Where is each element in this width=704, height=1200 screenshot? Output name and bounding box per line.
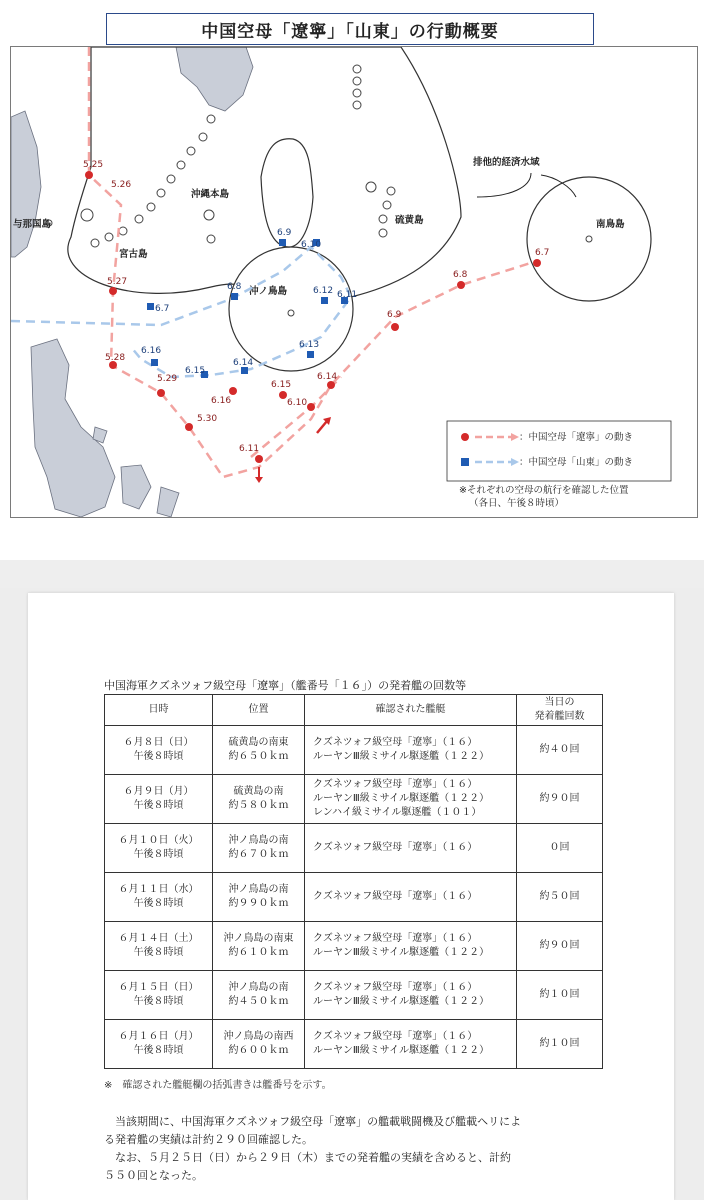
map-frame: [10, 46, 698, 518]
sortie-table: [104, 694, 603, 1069]
liaoning-date-5: 5.29: [157, 374, 178, 384]
para-2b: ５５０回となった。: [104, 1169, 203, 1182]
map-canvas: [11, 47, 697, 517]
cell-ship-name: クズネツォフ級空母「遼寧」（１６）: [313, 842, 478, 853]
header-position: 位置: [213, 695, 305, 726]
table-row: [105, 726, 603, 775]
document-page: [28, 593, 674, 1200]
map-title: 中国空母「遼寧」「山東」の行動概要: [106, 13, 594, 45]
legend-note-1: ※それぞれの空母の航行を確認した位置: [459, 485, 629, 496]
cell-position: [213, 726, 305, 775]
shandong-date-2: 6.8: [227, 282, 242, 292]
cell-ship-name: ルーヤンⅢ級ミサイル駆逐艦（１２２）: [313, 793, 490, 804]
cell-position: [213, 1020, 305, 1069]
cell-date: ６月１６日（月）: [118, 1031, 199, 1042]
header-ships: 確認された艦艇: [305, 695, 517, 726]
cell-ships: [305, 873, 517, 922]
cell-position-distance: 約９９０ｋｍ: [228, 898, 289, 909]
liaoning-date-13: 6.8: [453, 270, 468, 280]
cell-ship-name: ルーヤンⅢ級ミサイル駆逐艦（１２２）: [313, 996, 490, 1007]
table-row: [105, 873, 603, 922]
table-row: [105, 824, 603, 873]
cell-ship-name: クズネツォフ級空母「遼寧」（１６）: [313, 891, 478, 902]
cell-position-distance: 約６１０ｋｍ: [228, 947, 289, 958]
minamitori-eez: [527, 177, 651, 301]
separator-band: [0, 560, 704, 588]
liaoning-date-12: 6.9: [387, 310, 402, 320]
cell-position-place: 沖ノ鳥島の南東: [223, 933, 294, 944]
cell-position-distance: 約４５０ｋｍ: [228, 996, 289, 1007]
cell-ship-name: クズネツォフ級空母「遼寧」（１６）: [313, 933, 478, 944]
legend-liaoning: ：中国空母「遼寧」の動き: [519, 432, 634, 443]
cell-position-place: 硫黄島の南: [233, 786, 284, 797]
cell-datetime: [105, 922, 213, 971]
cell-position-place: 沖ノ鳥島の南: [228, 982, 289, 993]
cell-ships: [305, 971, 517, 1020]
cell-time: 午後８時頃: [133, 800, 184, 811]
table-caption: 中国海軍クズネツォフ級空母「遼寧」（艦番号「１６」）の発着艦の回数等: [104, 679, 467, 692]
label-yonaguni: 与那国島: [13, 219, 52, 230]
cell-ship-name: ルーヤンⅢ級ミサイル駆逐艦（１２２）: [313, 751, 490, 762]
table-row: [105, 922, 603, 971]
cell-position-distance: 約６００ｋｍ: [228, 1045, 289, 1056]
para-2a: なお、５月２５日（日）から２９日（木）までの発着艦の実績を含めると、計約: [115, 1151, 511, 1164]
cell-ship-name: クズネツォフ級空母「遼寧」（１６）: [313, 779, 478, 790]
cell-time: 午後８時頃: [133, 947, 184, 958]
cell-position-place: 沖ノ鳥島の南: [228, 884, 289, 895]
cell-time: 午後８時頃: [133, 996, 184, 1007]
cell-time: 午後８時頃: [133, 849, 184, 860]
cell-datetime: [105, 726, 213, 775]
summary-paragraph: [104, 1113, 624, 1185]
cell-count: 約１０回: [517, 971, 603, 1020]
cell-date: ６月１５日（日）: [118, 982, 199, 993]
cell-count: 約９０回: [517, 775, 603, 824]
cell-count: 約４０回: [517, 726, 603, 775]
cell-time: 午後８時頃: [133, 751, 184, 762]
liaoning-date-1: 5.25: [83, 160, 104, 170]
cell-position: [213, 873, 305, 922]
label-miyako: 宮古島: [119, 249, 148, 260]
cell-count: 約５０回: [517, 873, 603, 922]
cell-time: 午後８時頃: [133, 1045, 184, 1056]
header-count-line-2: 発着艦回数: [534, 711, 585, 722]
table-row: [105, 775, 603, 824]
cell-ships: [305, 1020, 517, 1069]
cell-time: 午後８時頃: [133, 898, 184, 909]
legend-note-2: （各日、午後８時頃）: [469, 498, 565, 509]
cell-ships: [305, 726, 517, 775]
liaoning-date-3: 5.27: [107, 277, 128, 287]
cell-date: ６月９日（月）: [123, 786, 194, 797]
table-body: [105, 726, 603, 1069]
cell-position-distance: 約５８０ｋｍ: [228, 800, 289, 811]
summary-para-2: [104, 1149, 624, 1167]
shandong-date-7: 6.13: [299, 340, 320, 350]
cell-position: [213, 971, 305, 1020]
cell-datetime: [105, 1020, 213, 1069]
cell-position: [213, 775, 305, 824]
liaoning-date-11: 6.14: [317, 372, 338, 382]
label-minamitori: 南鳥島: [596, 219, 625, 230]
cell-ships: [305, 775, 517, 824]
cell-ship-name: クズネツォフ級空母「遼寧」（１６）: [313, 982, 478, 993]
header-datetime: 日時: [105, 695, 213, 726]
liaoning-date-9: 6.15: [271, 380, 292, 390]
cell-date: ６月８日（日）: [123, 737, 194, 748]
liaoning-date-4: 5.28: [105, 353, 126, 363]
liaoning-arrow-up: [317, 421, 327, 433]
cell-ship-name: ルーヤンⅢ級ミサイル駆逐艦（１２２）: [313, 1045, 490, 1056]
cell-datetime: [105, 775, 213, 824]
taiwan-landmass: [11, 111, 41, 257]
cell-count: 約９０回: [517, 922, 603, 971]
map-figure: [0, 0, 704, 560]
header-count: [517, 695, 603, 726]
cell-date: ６月１４日（土）: [118, 933, 199, 944]
cell-position: [213, 824, 305, 873]
shandong-date-8: 6.14: [233, 358, 254, 368]
cell-ships: [305, 824, 517, 873]
shandong-date-3: 6.9: [277, 228, 292, 238]
cell-datetime: [105, 971, 213, 1020]
table-note: ※ 確認された艦艇欄の括弧書きは艦番号を示す。: [104, 1080, 332, 1091]
cell-ship-name: クズネツォフ級空母「遼寧」（１６）: [313, 737, 478, 748]
cell-date: ６月１１日（水）: [118, 884, 199, 895]
luzon-landmass: [31, 339, 115, 517]
cell-count: ０回: [517, 824, 603, 873]
liaoning-date-8: 6.10: [287, 398, 308, 408]
table-header-row: [105, 695, 603, 726]
header-count-line-1: 当日の: [544, 697, 575, 708]
legend-shandong: ：中国空母「山東」の動き: [519, 457, 634, 468]
shandong-date-1: 6.7: [155, 304, 170, 314]
cell-position-place: 沖ノ鳥島の南: [228, 835, 289, 846]
shandong-date-4: 6.10: [301, 240, 322, 250]
cell-position-place: 硫黄島の南東: [228, 737, 289, 748]
kyushu-landmass: [176, 47, 253, 111]
liaoning-date-10: 6.16: [211, 396, 232, 406]
cell-ships: [305, 922, 517, 971]
shandong-date-10: 6.16: [141, 346, 162, 356]
cell-ship-name: ルーヤンⅢ級ミサイル駆逐艦（１２２）: [313, 947, 490, 958]
cell-datetime: [105, 873, 213, 922]
cell-position-distance: 約６７０ｋｍ: [228, 849, 289, 860]
liaoning-date-7: 6.11: [239, 444, 260, 454]
table-row: [105, 971, 603, 1020]
label-okinawa: 沖縄本島: [191, 189, 230, 200]
label-iwo: 硫黄島: [395, 215, 424, 226]
cell-datetime: [105, 824, 213, 873]
liaoning-date-2: 5.26: [111, 180, 132, 190]
label-okinotori: 沖ノ鳥島: [249, 286, 288, 297]
cell-ship-name: レンハイ級ミサイル駆逐艦（１０１）: [313, 807, 482, 818]
cell-count: 約１０回: [517, 1020, 603, 1069]
liaoning-date-14: 6.7: [535, 248, 550, 258]
cell-position: [213, 922, 305, 971]
shandong-date-6: 6.12: [313, 286, 334, 296]
para-1b: る発着艦の実績は計約２９０回確認した。: [104, 1133, 313, 1146]
liaoning-date-6: 5.30: [197, 414, 218, 424]
table-row: [105, 1020, 603, 1069]
cell-position-place: 沖ノ鳥島の南西: [223, 1031, 294, 1042]
cell-ship-name: クズネツォフ級空母「遼寧」（１６）: [313, 1031, 478, 1042]
cell-date: ６月１０日（火）: [118, 835, 199, 846]
map-legend: [447, 421, 671, 481]
cell-position-distance: 約６５０ｋｍ: [228, 751, 289, 762]
shandong-date-9: 6.15: [185, 366, 206, 376]
para-1a: 当該期間に、中国海軍クズネツォフ級空母「遼寧」の艦載戦闘機及び艦載ヘリによ: [115, 1115, 522, 1128]
summary-para-1: [104, 1113, 624, 1131]
shandong-date-5: 6.11: [337, 290, 358, 300]
label-eez: 排他的経済水域: [473, 157, 540, 168]
